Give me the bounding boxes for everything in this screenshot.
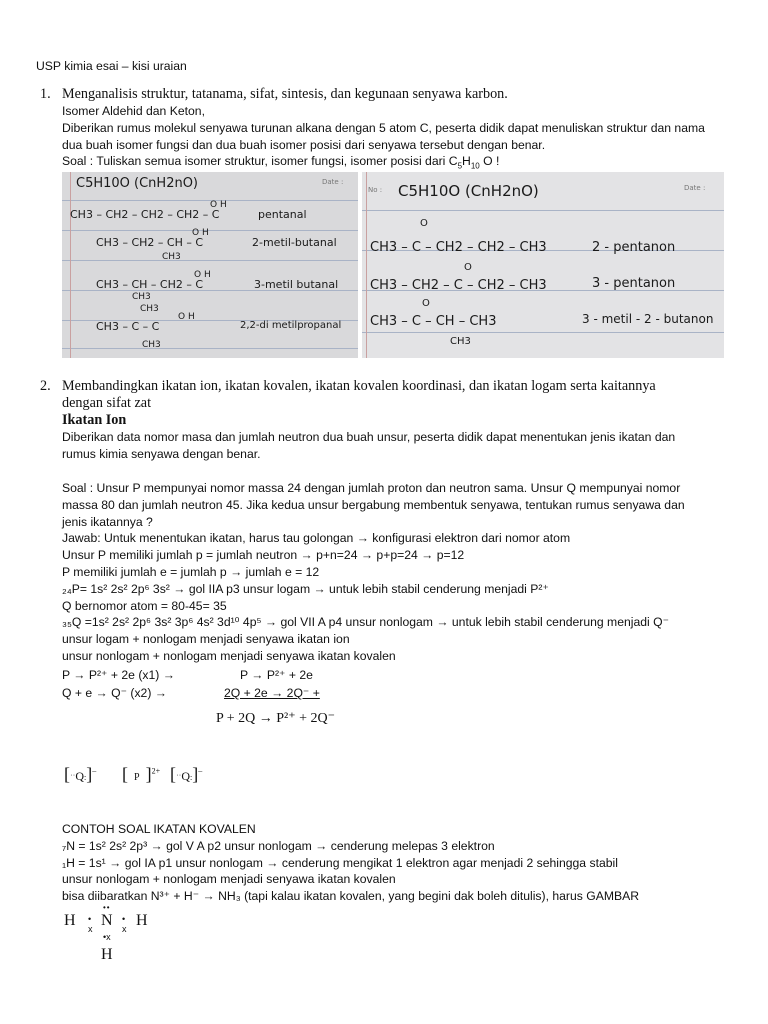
section2-subheading: Ikatan Ion [62, 412, 127, 428]
equation-1-left: P → P²⁺ + 2e (x1) → [62, 668, 175, 682]
lewis-nh3-h-left: H [64, 912, 76, 929]
ketone-row-3-branch: CH3 [450, 336, 471, 347]
ketone-row-3-structure: CH3 – C – CH – CH3 [370, 314, 497, 329]
section3-heading: CONTOH SOAL IKATAN KOVALEN [62, 822, 256, 836]
aldehyde-row-1-tail: O H [210, 200, 227, 210]
lewis-ionic-q-left: [˙˙Q:]– [64, 764, 97, 784]
aldehyde-notebook-photo [62, 172, 358, 358]
aldehyde-row-4-structure: CH3 – C – C [96, 320, 160, 333]
document-title: USP kimia esai – kisi uraian [36, 59, 187, 73]
equation-total: P + 2Q → P²⁺ + 2Q⁻ [216, 711, 336, 726]
aldehyde-row-3-structure: CH3 – CH – CH2 – C [96, 278, 204, 291]
section1-desc-line2: dua buah isomer fungsi dan dua buah isomer posisi dari senyawa tersebut dengan benar. [62, 137, 546, 152]
aldehyde-row-3-name: 3-metil butanal [254, 278, 339, 291]
lewis-nh3-lone-pair: •• [103, 903, 111, 912]
ketone-row-2-structure: CH3 – CH2 – C – CH2 – CH3 [370, 278, 547, 293]
section1-desc-line1: Diberikan rumus molekul senyawa turunan alkana dengan 5 atom C, peserta didik dapat menuliskan struktur dan nama [62, 120, 705, 135]
aldehyde-row-1-structure: CH3 – CH2 – CH2 – CH2 – C [70, 208, 220, 221]
lewis-nh3-h-bottom: H [101, 946, 113, 963]
section2-soal-block: Soal : Unsur P mempunyai nomor massa 24 dengan jumlah proton dan neutron sama. Unsur Q mempunyai nomor massa 80 dan jumlah neutron 45. Jika kedua unsur bergabung membentuk senyawa, tentukan rumus senyawa dan jenis ikatannya ? Jawab: Untuk menentukan ikatan, harus tau golongan → konfigurasi elektron dari nomor atom Unsur P memiliki jumlah p = jumlah neutron → p+n=24 → p+p=24 → p=12 P memiliki jumlah e = jumlah p → jumlah e = 12 ₂₄P= 1s² 2s² 2p⁶ 3s² → gol IIA p3 unsur logam → untuk lebih stabil cenderung menjadi P²⁺ Q bernomor atom = 80-45= 35 ₃₅Q =1s² 2s² 2p⁶ 3s² 3p⁶ 4s² 3d¹⁰ 4p⁵ → gol VII A p4 unsur nonlogam → untuk lebih stabil cenderung menjadi Q⁻ unsur logam + nonlogam menjadi senyawa ikatan ion unsur nonlogam + nonlogam menjadi senyawa ikatan kovalen [62, 480, 742, 665]
aldehyde-row-3-tail: O H [194, 270, 211, 280]
equation-2-right: 2Q + 2e → 2Q⁻ + [224, 686, 320, 700]
ketone-notebook-photo [362, 172, 724, 358]
equation-1-right: P → P²⁺ + 2e [240, 668, 313, 682]
lewis-ionic-q-right: [˙˙Q:]– [170, 764, 203, 784]
ketone-row-3-name: 3 - metil - 2 - butanon [582, 312, 714, 326]
lewis-nh3-bond-left: • x [88, 914, 93, 934]
aldehyde-row-4-tail: O H [178, 312, 195, 322]
ketone-date-label: Date : [684, 184, 706, 192]
section2-heading: Membandingkan ikatan ion, ikatan kovalen, ikatan kovalen koordinasi, dan ikatan logam serta kaitannya dengan sifat zat Ikatan Ion [62, 378, 742, 429]
section1-number: 1. [40, 86, 51, 102]
ketone-row-3-top: O [422, 298, 430, 309]
ketone-row-1-top: O [420, 218, 428, 229]
aldehyde-row-2-tail: O H [192, 228, 209, 238]
aldehyde-formula: C5H10O (CnH2nO) [76, 176, 199, 191]
ketone-row-1-structure: CH3 – C – CH2 – CH2 – CH3 [370, 240, 547, 255]
lewis-ionic-p: [ P ]$^{2+}$ [122, 764, 161, 784]
lewis-nh3-bond-bottom: •x [103, 932, 111, 942]
section1-subtitle: Isomer Aldehid dan Keton, [62, 104, 205, 118]
aldehyde-row-1-name: pentanal [258, 208, 307, 221]
section1-soal: Soal : Tuliskan semua isomer struktur, isomer fungsi, isomer posisi dari $C_5H_{10}$ O ! [62, 154, 500, 171]
section1-heading: Menganalisis struktur, tatanama, sifat, sintesis, dan kegunaan senyawa karbon. [62, 86, 508, 102]
ketone-formula: C5H10O (CnH2nO) [398, 182, 539, 200]
lewis-nh3-n: N [101, 912, 113, 929]
aldehyde-row-4-branch-top: CH3 [140, 304, 159, 314]
aldehyde-row-2-structure: CH3 – CH2 – CH – C [96, 236, 204, 249]
ketone-no-label: No : [368, 186, 383, 194]
ketone-row-1-name: 2 - pentanon [592, 240, 676, 255]
section1-body [62, 103, 742, 170]
equation-2-left: Q + e → Q⁻ (x2) → [62, 686, 167, 700]
ketone-row-2-name: 3 - pentanon [592, 276, 676, 291]
section2-description: Diberikan data nomor masa dan jumlah neutron dua buah unsur, peserta didik dapat menentukan jenis ikatan dan rumus kimia senyawa dengan benar. [62, 430, 676, 461]
lewis-nh3-bond-right: • x [122, 914, 127, 934]
section2-number: 2. [40, 378, 51, 394]
aldehyde-row-3-branch: CH3 [132, 292, 151, 302]
section3-block: CONTOH SOAL IKATAN KOVALEN ₇N = 1s² 2s² 2p³ → gol V A p2 unsur nonlogam → cenderung melepas 3 elektron ₁H = 1s¹ → gol IA p1 unsur nonlogam → cenderung mengikat 1 elektron agar menjadi 2 sehingga stabil unsur nonlogam + nonlogam menjadi senyawa ikatan kovalen bisa diibaratkan N³⁺ + H⁻ → NH₃ (tapi kalau ikatan kovalen, yang begini dak boleh ditulis), harus GAMBAR [62, 821, 742, 905]
section2-jawab: Jawab: Untuk menentukan ikatan, harus tau golongan → konfigurasi elektron dari nomor atom [62, 531, 571, 546]
aldehyde-row-4-name: 2,2-di metilpropanal [240, 320, 342, 331]
aldehyde-row-4-branch: CH3 [142, 340, 161, 350]
ketone-row-2-top: O [464, 262, 472, 273]
aldehyde-date-label: Date : [322, 178, 344, 186]
aldehyde-row-2-branch: CH3 [162, 252, 181, 262]
aldehyde-row-2-name: 2-metil-butanal [252, 236, 337, 249]
lewis-nh3-h-right: H [136, 912, 148, 929]
